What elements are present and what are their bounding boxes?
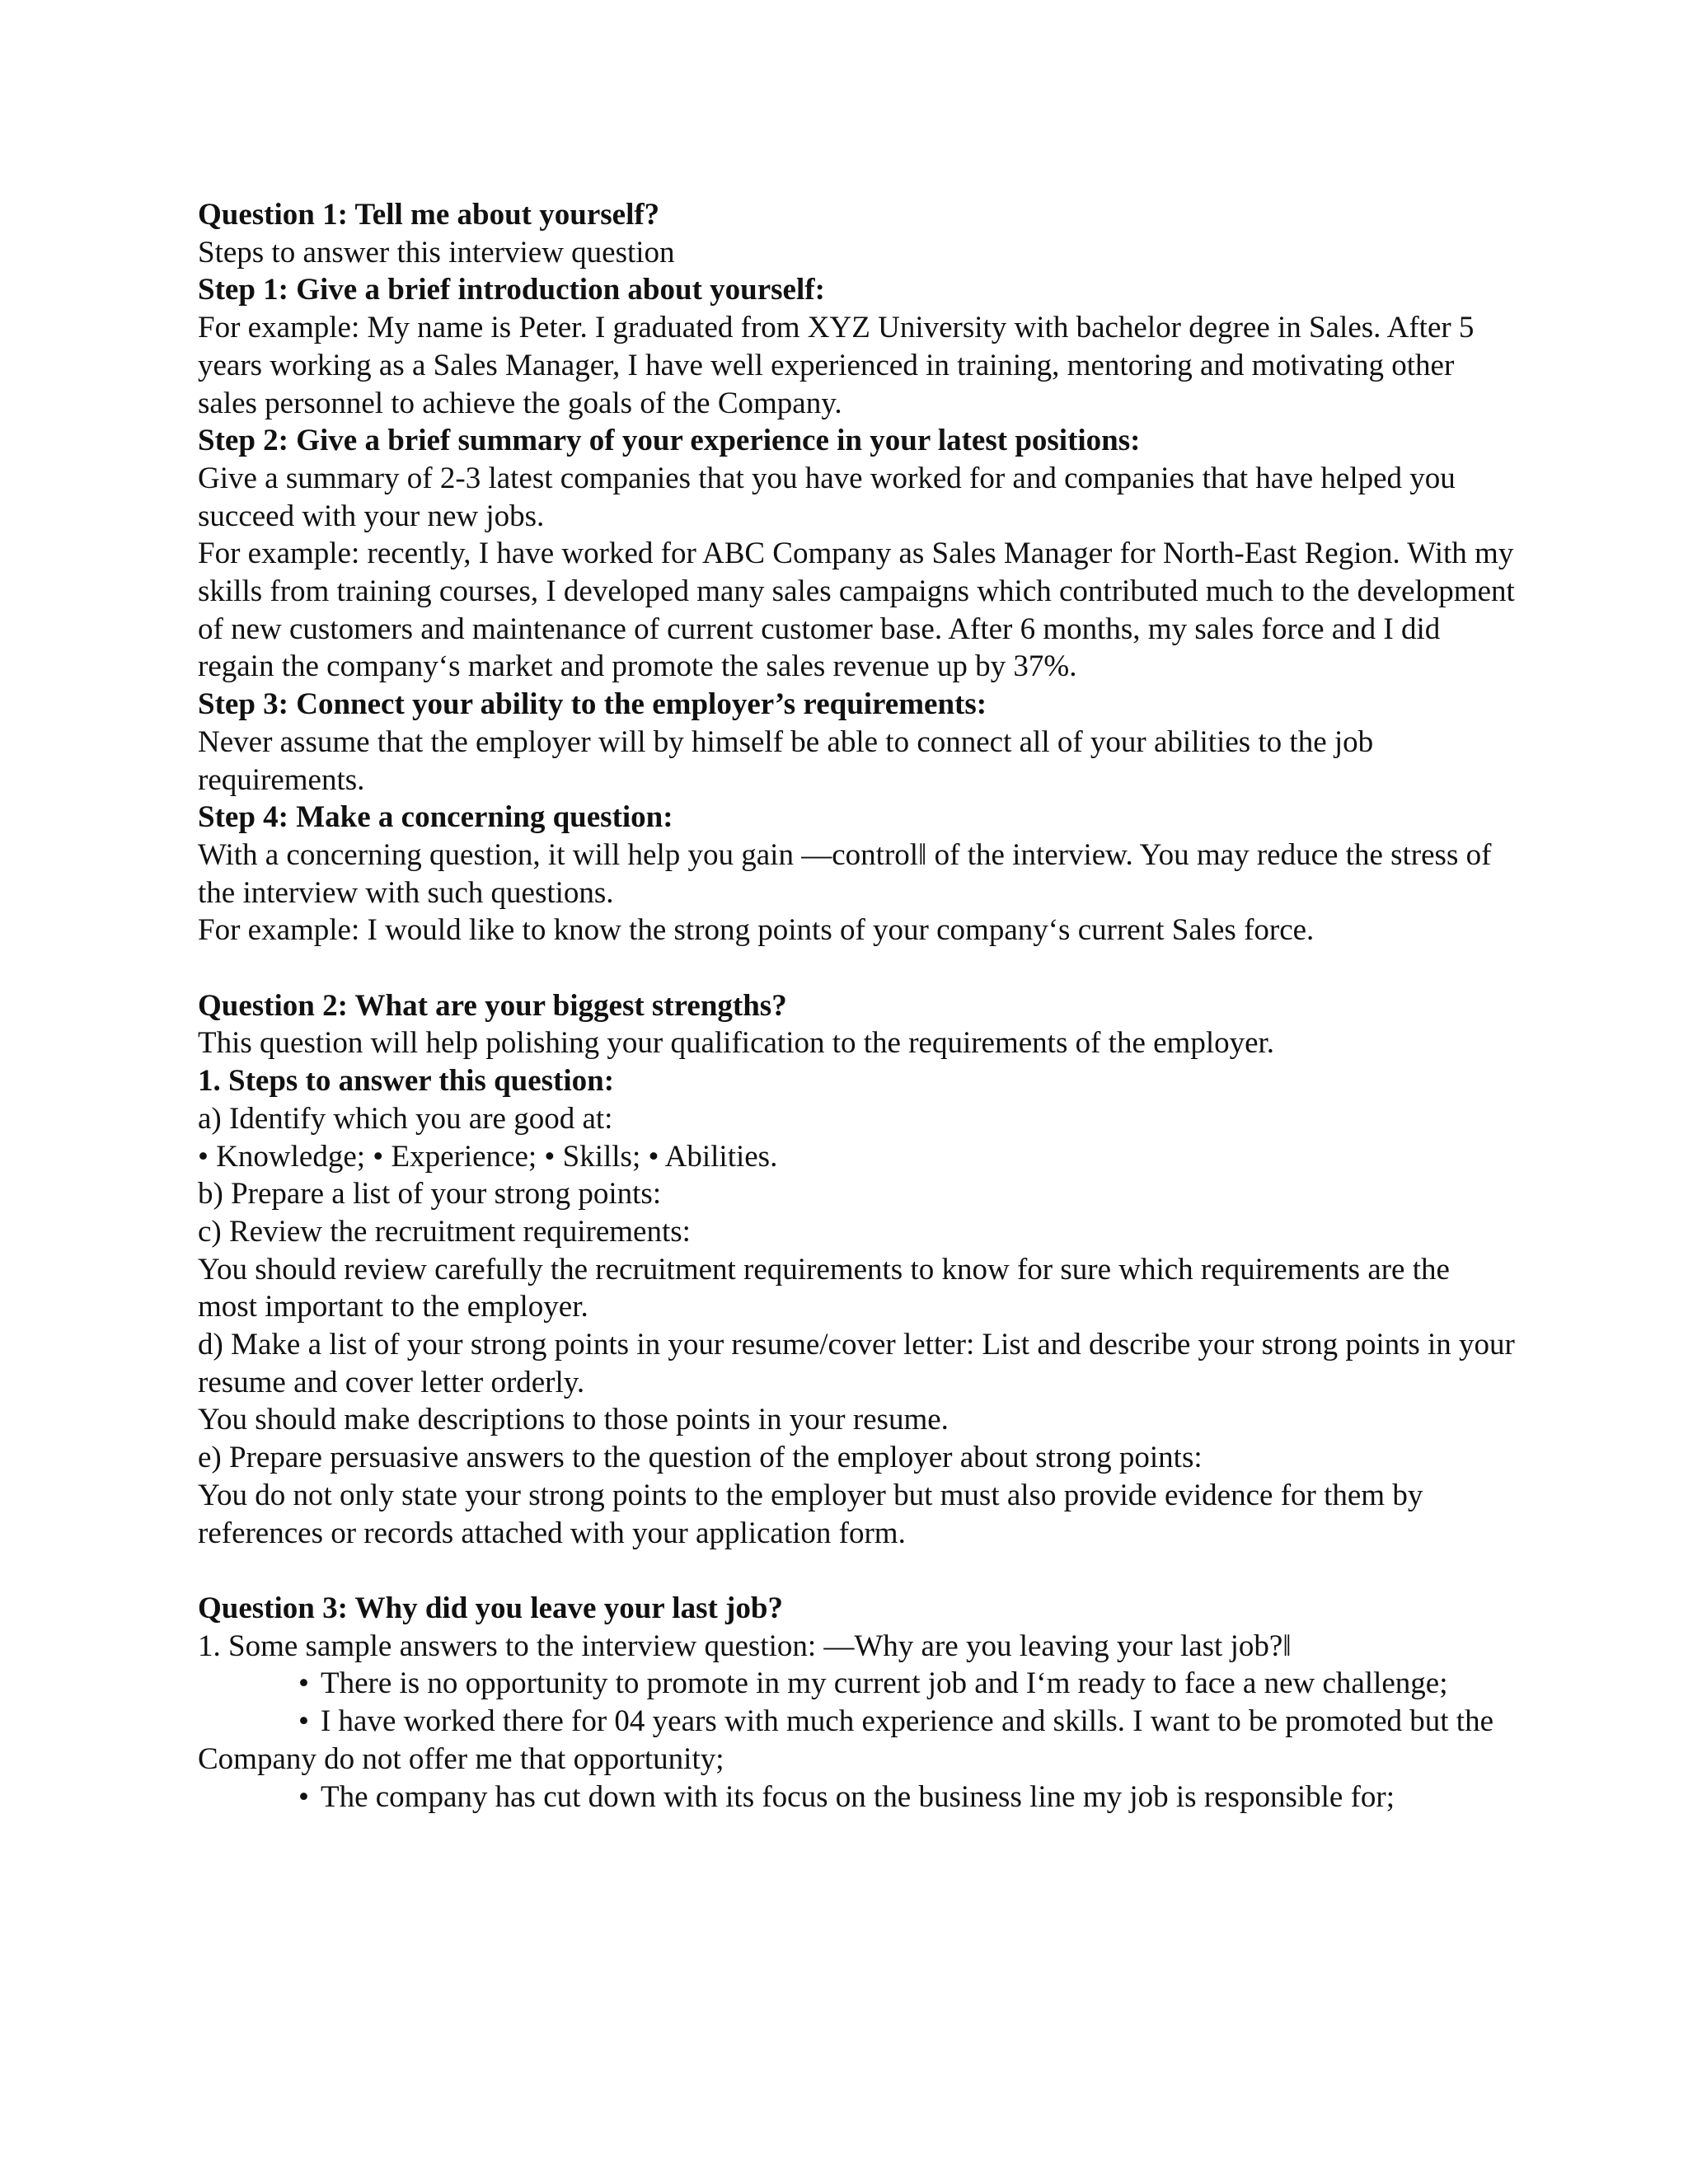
- bullet-text: The company has cut down with its focus on the business line my job is responsible for;: [320, 1779, 1395, 1814]
- question-2-item-a-list: • Knowledge; • Experience; • Skills; • Abilities.: [198, 1139, 778, 1174]
- question-2-item-c: c) Review the recruitment requirements:: [198, 1214, 691, 1249]
- step-4-text: With a concerning question, it will help you gain ―control‖ of the interview. You may reduce the stress of the interview with such questions.: [198, 837, 1492, 910]
- question-3-intro: 1. Some sample answers to the interview question: ―Why are you leaving your last job?‖: [198, 1629, 1292, 1663]
- question-2-item-c-text: You should review carefully the recruitment requirements to know for sure which requirements are the most important to the employer.: [198, 1252, 1450, 1324]
- question-3-title: Question 3: Why did you leave your last job?: [198, 1591, 783, 1625]
- bullet-icon: •: [298, 1666, 309, 1701]
- question-2-item-a: a) Identify which you are good at:: [198, 1101, 613, 1136]
- question-3-bullet-item: [198, 1665, 1517, 1703]
- question-2-item-d: d) Make a list of your strong points in your resume/cover letter: List and describe your strong points in your resume and cover letter orderly.: [198, 1328, 1515, 1399]
- question-2-steps-heading: 1. Steps to answer this question:: [198, 1064, 615, 1099]
- question-2-item-b: b) Prepare a list of your strong points:: [198, 1177, 662, 1212]
- step-1-heading: Step 1: Give a brief introduction about yourself:: [198, 273, 825, 307]
- question-2-item-e-text: You do not only state your strong points to the employer but must also provide evidence for them by references or records attached with your application form.: [198, 1478, 1423, 1550]
- question-3-bullet-item: [198, 1703, 1517, 1778]
- step-3-text: Never assume that the employer will by himself be able to connect all of your abilities to the job requirements.: [198, 724, 1374, 797]
- step-2-example: For example: recently, I have worked for ABC Company as Sales Manager for North-East Region. With my skills from training courses, I developed many sales campaigns which contributed much to the development of new customers and maintenance of current customer base. After 6 months, my sales force and I did regain the company‘s market and promote the sales revenue up by 37%.: [198, 537, 1515, 684]
- bullet-icon: •: [298, 1704, 309, 1739]
- bullet-text: There is no opportunity to promote in my current job and I‘m ready to face a new challenge;: [320, 1666, 1448, 1701]
- question-1-intro: Steps to answer this interview question: [198, 235, 675, 269]
- document-page: [198, 196, 1517, 1816]
- step-2-text: Give a summary of 2-3 latest companies that you have worked for and companies that have helped you succeed with your new jobs.: [198, 461, 1456, 533]
- question-3-bullet-item: [198, 1779, 1517, 1816]
- step-2-heading: Step 2: Give a brief summary of your experience in your latest positions:: [198, 424, 1141, 458]
- step-4-example: For example: I would like to know the strong points of your company‘s current Sales force.: [198, 913, 1315, 948]
- section-spacer: [198, 1552, 1517, 1590]
- question-2-item-e: e) Prepare persuasive answers to the question of the employer about strong points:: [198, 1441, 1203, 1475]
- question-2-title: Question 2: What are your biggest strengths?: [198, 988, 787, 1023]
- step-3-heading: Step 3: Connect your ability to the employer’s requirements:: [198, 687, 987, 722]
- bullet-text: I have worked there for 04 years with much experience and skills. I want to be promoted but the Company do not offer me that opportunity;: [198, 1704, 1493, 1776]
- section-spacer: [198, 949, 1517, 987]
- question-2-intro: This question will help polishing your qualification to the requirements of the employer.: [198, 1026, 1275, 1061]
- step-1-text: For example: My name is Peter. I graduated from XYZ University with bachelor degree in Sales. After 5 years working as a Sales Manager, I have well experienced in training, mentoring and motivating other sales personnel to achieve the goals of the Company.: [198, 311, 1475, 420]
- bullet-icon: •: [298, 1779, 309, 1814]
- question-1-title: Question 1: Tell me about yourself?: [198, 198, 660, 232]
- question-2-item-d-text: You should make descriptions to those points in your resume.: [198, 1403, 949, 1437]
- step-4-heading: Step 4: Make a concerning question:: [198, 800, 673, 835]
